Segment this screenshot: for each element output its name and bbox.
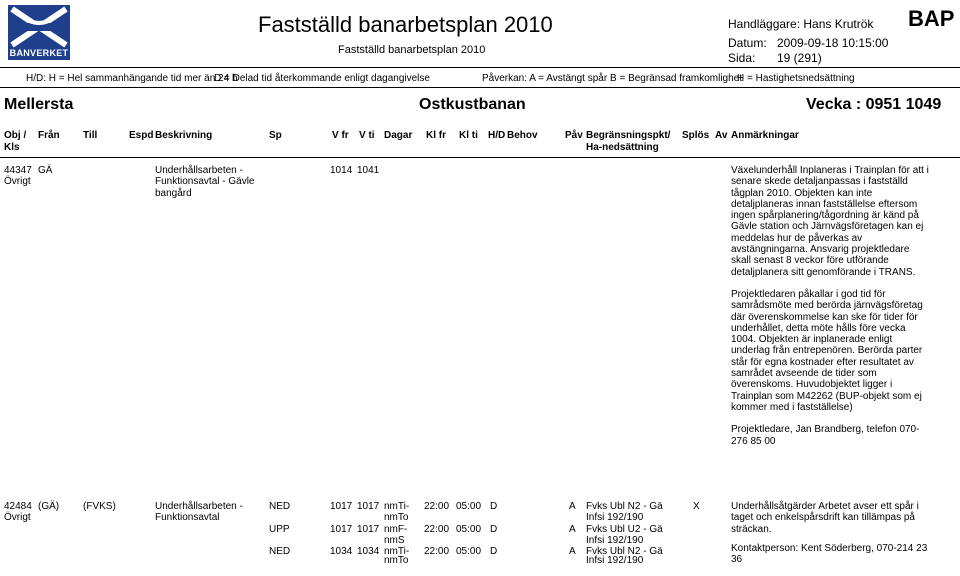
datum-value: 2009-09-18 10:15:00	[777, 36, 889, 50]
entry2-kls: Övrigt	[4, 512, 31, 523]
banverket-emblem-icon	[8, 5, 70, 49]
col-anmarkningar: Anmärkningar	[731, 130, 799, 141]
row1-dagar: nmTi-	[384, 501, 410, 512]
col-sp: Sp	[269, 130, 282, 141]
entry2-notes	[731, 501, 931, 576]
entry1-note: Växelunderhåll Inplaneras i Trainplan för att i senare skede detaljanpassas i fastställd tågplan 2010. Objekten kan inte detaljplaneras innan fastställelse eftersom ingen spårplanering/tågordning är känd på Gävle station och Järnvägsföretagen kan ej meddelas hur de påverkas av avstängningarna. Ansvarig projektledare skall senast 8 veckor före utförande detaljplanera sitt genomförande i TRANS.	[731, 165, 929, 278]
col-pav: Påv	[565, 130, 583, 141]
section-week: Vecka : 0951 1049	[806, 96, 942, 113]
row2-sp: UPP	[269, 524, 290, 535]
col-klti: Kl ti	[459, 130, 478, 141]
legend-d: D = Delad tid återkommande enligt dagangivelse	[214, 73, 430, 84]
entry1-vfr: 1014	[330, 165, 353, 176]
entry2-beskrivning: Underhållsarbeten - Funktionsavtal	[155, 501, 243, 524]
col-dagar: Dagar	[384, 130, 413, 141]
entry1-note: Projektledare, Jan Brandberg, telefon 070-276 85 00	[731, 424, 920, 447]
row3-begr: Infsi 192/190	[586, 555, 644, 566]
row2-hd: D	[490, 524, 498, 535]
entry2-fran: (GÄ)	[38, 501, 60, 512]
entry1-obj: 44347	[4, 165, 32, 176]
entry1-vti: 1041	[357, 165, 380, 176]
col-obj: Obj /	[4, 130, 27, 141]
row3-pav: A	[569, 546, 576, 557]
page-title: Fastställd banarbetsplan 2010	[258, 12, 553, 37]
col-behov: Behov	[507, 130, 538, 141]
entry2-till: (FVKS)	[83, 501, 116, 512]
col-fran: Från	[38, 130, 60, 141]
divider	[0, 87, 960, 88]
divider	[0, 157, 960, 158]
row3-dagar: nmTo	[384, 555, 409, 566]
section-region: Mellersta	[4, 96, 74, 113]
entry2-note: Underhållsåtgärder Arbetet avser ett spår i taget och enkelspårsdrift kan tillämpas på sträckan.	[731, 501, 919, 535]
row3-hd: D	[490, 546, 498, 557]
datum-label: Datum:	[728, 36, 767, 50]
divider	[0, 67, 960, 68]
row3-sp: NED	[269, 546, 291, 557]
legend-paverkan: Påverkan: A = Avstängt spår	[482, 73, 608, 84]
row1-begr: Fvks Ubl N2 - Gä	[586, 501, 663, 512]
row2-vti: 1017	[357, 524, 380, 535]
row2-begr: Fvks Ubl U2 - Gä	[586, 524, 663, 535]
col-splos: Splös	[682, 130, 710, 141]
row1-klfr: 22:00	[424, 501, 450, 512]
col-av: Av	[715, 130, 728, 141]
logo-text: BANVERKET	[9, 48, 69, 58]
entry1-beskrivning: Underhållsarbeten - Funktionsavtal - Gävle bangård	[155, 165, 255, 199]
col-beskrivning: Beskrivning	[155, 130, 213, 141]
col-begransning: Begränsningspkt/	[586, 130, 671, 141]
page-subtitle: Fastställd banarbetsplan 2010	[338, 44, 486, 56]
row2-klfr: 22:00	[424, 524, 450, 535]
legend-b: B = Begränsad framkomlighet	[610, 73, 743, 84]
sida-value: 19 (291)	[777, 51, 822, 65]
entry1-note: Projektledaren påkallar i god tid för samrådsmöte med berörda järnvägsföretag där överenskommelse kan ske för tider för underhållet, detta möte hålls före vecka 1004. Objekten är inplanerade enligt underlag från entrepenören. Berörda parter står för egna kostnader efter resultatet av samrådet avseende de tider som överenskoms. Huvudobjektet ligger i Trainplan som M42262 (BUP-objekt som ej kommer med i fastställelse)	[731, 288, 923, 413]
row1-hd: D	[490, 501, 498, 512]
row3-dagar: nmTi-	[384, 546, 410, 557]
row3-vti: 1034	[357, 546, 380, 557]
entry2-splos: X	[693, 501, 700, 512]
row1-klti: 05:00	[456, 501, 482, 512]
row2-klti: 05:00	[456, 524, 482, 535]
entry1-notes	[731, 165, 931, 458]
sida-label: Sida:	[728, 51, 756, 65]
row1-begr: Infsi 192/190	[586, 512, 644, 523]
entry2-obj: 42484	[4, 501, 32, 512]
row3-klti: 05:00	[456, 546, 482, 557]
row1-vti: 1017	[357, 501, 380, 512]
row1-vfr: 1017	[330, 501, 353, 512]
col-klfr: Kl fr	[426, 130, 446, 141]
row3-klfr: 22:00	[424, 546, 450, 557]
entry2-note: Kontaktperson: Kent Söderberg, 070-214 23 36	[731, 542, 928, 566]
section-line: Ostkustbanan	[419, 96, 526, 113]
row2-vfr: 1017	[330, 524, 353, 535]
bap-label: BAP	[908, 6, 955, 31]
handlaggare: Handläggare: Hans Krutrök	[728, 17, 874, 31]
col-espd: Espd	[129, 130, 154, 141]
col-vti: V ti	[359, 130, 375, 141]
entry1-kls: Övrigt	[4, 176, 31, 187]
col-vfr: V fr	[332, 130, 349, 141]
legend-h: H = Hastighetsnedsättning	[737, 73, 855, 84]
row1-dagar: nmTo	[384, 512, 409, 523]
row2-begr: Infsi 192/190	[586, 535, 644, 546]
col-kls: Kls	[4, 142, 20, 153]
row2-dagar: nmF-	[384, 524, 408, 535]
row2-pav: A	[569, 524, 576, 535]
col-ha-nedsattning: Ha-nedsättning	[586, 142, 659, 153]
entry1-fran: GÄ	[38, 165, 53, 176]
row1-pav: A	[569, 501, 576, 512]
row1-sp: NED	[269, 501, 291, 512]
row3-vfr: 1034	[330, 546, 353, 557]
row3-begr: Fvks Ubl N2 - Gä	[586, 546, 663, 557]
row2-dagar: nmS	[384, 535, 405, 546]
col-till: Till	[83, 130, 98, 141]
legend-hd: H/D: H = Hel sammanhängande tid mer än 24 h	[26, 73, 238, 84]
col-hd: H/D	[488, 130, 506, 141]
